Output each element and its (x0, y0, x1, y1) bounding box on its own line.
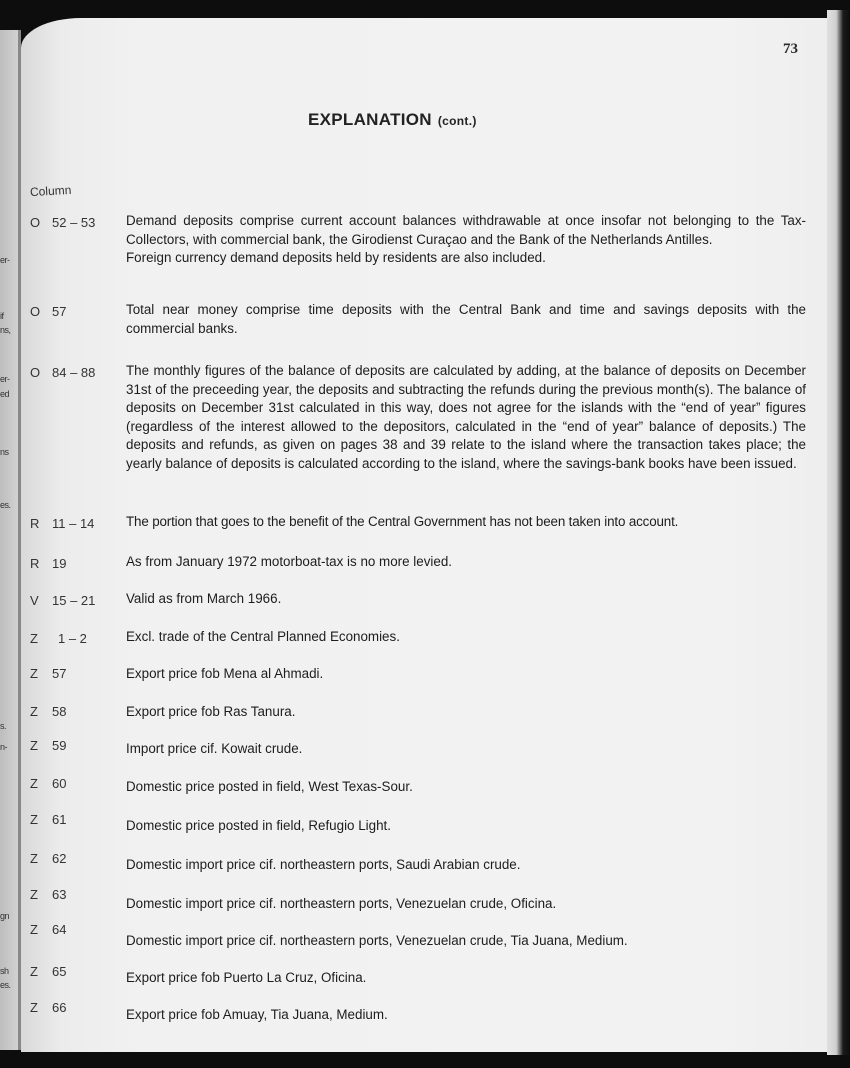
entry-description (126, 778, 806, 797)
entry-code (30, 738, 66, 753)
facing-page-fragment: er- (0, 255, 10, 265)
entry-description (126, 740, 806, 759)
entry-description (126, 301, 806, 338)
description-paragraph: Domestic price posted in field, West Texas-Sour. (126, 779, 413, 794)
page-stack-edge (827, 10, 850, 1055)
entry-description (126, 817, 806, 836)
entry-code (30, 304, 66, 319)
title-text: EXPLANATION (308, 110, 432, 129)
table-letter: Z (30, 776, 38, 791)
description-paragraph: Total near money comprise time deposits with the Central Bank and time and savings deposits with the commercial banks. (126, 302, 806, 336)
entry-code (30, 215, 95, 230)
description-paragraph: Export price fob Ras Tanura. (126, 704, 296, 719)
column-range: 57 (52, 666, 67, 681)
page-number: 73 (783, 41, 798, 57)
table-letter: Z (30, 738, 38, 753)
column-range: 58 (52, 704, 67, 719)
table-letter: O (30, 215, 41, 230)
book-page (21, 18, 827, 1052)
column-range: 61 (52, 812, 67, 827)
entry-code (30, 1000, 66, 1015)
table-letter: Z (30, 704, 38, 719)
facing-page-fragment: ed (0, 389, 10, 399)
entry-code (30, 631, 87, 646)
entry-description (126, 590, 806, 609)
facing-page-fragment: if (0, 311, 4, 321)
description-paragraph: Domestic import price cif. northeastern ports, Venezuelan crude, Oficina. (126, 896, 557, 911)
facing-page-fragment: gn (0, 911, 10, 921)
entry-description (126, 665, 806, 684)
description-paragraph: Import price cif. Kowait crude. (126, 741, 303, 756)
table-letter: Z (30, 666, 38, 681)
entry-description (126, 703, 806, 722)
description-paragraph: The monthly figures of the balance of deposits are calculated by adding, at the balance of deposits on December 31st of the preceeding year, the deposits and subtracting the refunds during the previous month(s). The balance of deposits on December 31st calculated in this way, does not agree for the islands with the “end of year” figures (regardless of the interest allowed to the depositors, calculated in the “end of year” balance of deposits.) The deposits and refunds, as given on pages 38 and 39 relate to the island where the transaction takes place; the yearly balance of deposits is calculated according to the island, where the savings-bank books have been issued. (126, 363, 806, 471)
title-suffix: (cont.) (437, 114, 477, 128)
description-paragraph: The portion that goes to the benefit of the Central Government has not been taken into account. (126, 514, 679, 529)
entry-code (30, 593, 95, 608)
description-paragraph: Excl. trade of the Central Planned Economies. (126, 629, 400, 644)
facing-page-fragment: es. (0, 500, 11, 510)
column-range: 1 – 2 (58, 631, 87, 646)
entry-code (30, 556, 66, 571)
facing-page-fragment: sh (0, 966, 9, 976)
entry-description (126, 212, 806, 268)
table-letter: O (30, 365, 41, 380)
page-title (308, 110, 477, 130)
description-paragraph: Export price fob Puerto La Cruz, Oficina. (126, 970, 367, 985)
entry-code (30, 922, 66, 937)
table-letter: V (30, 593, 39, 608)
column-range: 65 (52, 964, 67, 979)
table-letter: Z (30, 922, 38, 937)
facing-page-fragment: er- (0, 374, 10, 384)
description-paragraph: Domestic import price cif. northeastern ports, Venezuelan crude, Tia Juana, Medium. (126, 933, 628, 948)
entry-code (30, 704, 66, 719)
entry-code (30, 887, 66, 902)
description-paragraph: Valid as from March 1966. (126, 591, 282, 606)
entry-description (126, 1006, 806, 1025)
column-range: 62 (52, 851, 67, 866)
entry-code (30, 964, 66, 979)
facing-page-fragment: es. (0, 980, 11, 990)
entry-code (30, 851, 66, 866)
entry-code (30, 776, 66, 791)
description-paragraph: Export price fob Amuay, Tia Juana, Medium. (126, 1007, 388, 1022)
column-range: 60 (52, 776, 67, 791)
entry-description (126, 895, 806, 914)
description-paragraph: As from January 1972 motorboat-tax is no more levied. (126, 554, 452, 569)
description-paragraph: Export price fob Mena al Ahmadi. (126, 666, 324, 681)
column-range: 66 (52, 1000, 67, 1015)
column-range: 59 (52, 738, 67, 753)
column-range: 57 (52, 304, 67, 319)
facing-page-fragment: n- (0, 742, 8, 752)
facing-page-fragment: s. (0, 721, 7, 731)
column-range: 11 – 14 (52, 516, 95, 531)
table-letter: Z (30, 812, 38, 827)
description-paragraph: Domestic import price cif. northeastern ports, Saudi Arabian crude. (126, 857, 521, 872)
entry-description (126, 628, 806, 647)
entry-code (30, 666, 66, 681)
entry-code (30, 516, 94, 531)
column-range: 63 (52, 887, 67, 902)
facing-page-edge (0, 30, 20, 1050)
entry-description (126, 969, 806, 988)
column-range: 64 (52, 922, 67, 937)
column-header: Column (29, 182, 72, 200)
entry-description (126, 513, 806, 532)
table-letter: Z (30, 1000, 38, 1015)
facing-page-fragment: ns (0, 447, 9, 457)
table-letter: Z (30, 964, 38, 979)
entry-description (126, 932, 806, 951)
description-paragraph: Foreign currency demand deposits held by residents are also included. (126, 250, 546, 265)
column-range: 19 (52, 556, 67, 571)
table-letter: R (30, 516, 40, 531)
entry-description (126, 553, 806, 572)
table-letter: O (30, 304, 41, 319)
table-letter: Z (30, 851, 38, 866)
column-range: 15 – 21 (52, 593, 96, 608)
facing-page-fragment: ns, (0, 325, 11, 335)
entry-description (126, 362, 806, 473)
entry-code (30, 365, 95, 380)
table-letter: R (30, 556, 40, 571)
entry-description (126, 856, 806, 875)
description-paragraph: Domestic price posted in field, Refugio Light. (126, 818, 391, 833)
entry-code (30, 812, 66, 827)
column-range: 84 – 88 (52, 365, 96, 380)
description-paragraph: Demand deposits comprise current account balances withdrawable at once insofar not belonging to the Tax- Collectors, with commercial bank, the Girodienst Curaçao and the Bank of the Netherlands Antilles. (126, 213, 806, 247)
column-range: 52 – 53 (52, 215, 96, 230)
table-letter: Z (30, 887, 38, 902)
table-letter: Z (30, 631, 38, 646)
